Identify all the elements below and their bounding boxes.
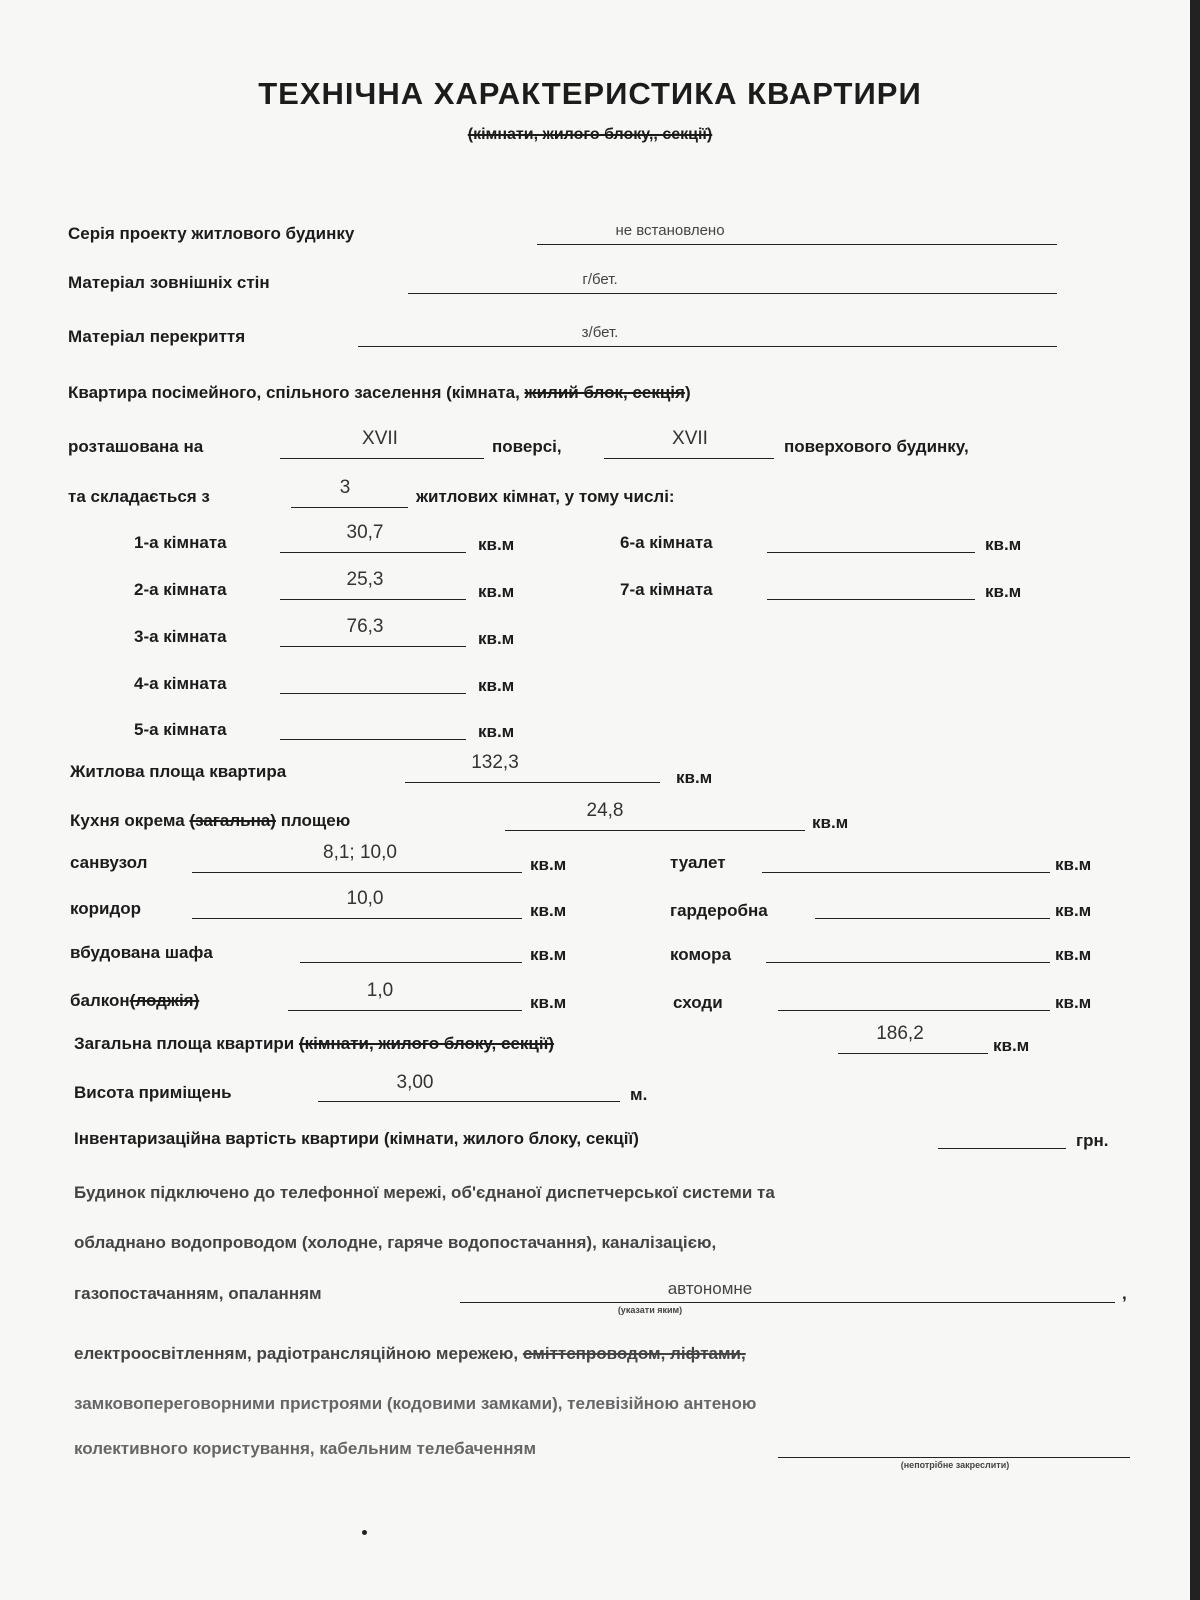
balcony-label-struck: (лоджія): [129, 991, 200, 1010]
total-area-line: [838, 1053, 988, 1054]
storage-label: комора: [670, 945, 732, 964]
living-area-unit: кв.м: [676, 768, 713, 787]
room-5-line: [280, 739, 466, 740]
utilities-line-3: газопостачанням, опаланням: [74, 1284, 322, 1303]
room-7-label: 7-а кімната: [620, 580, 713, 599]
apartment-type-struck: жилий блок, секція: [524, 383, 685, 402]
room-4-unit: кв.м: [478, 676, 515, 695]
utilities-line-4-struck: сміттєпроводом, ліфтами,: [522, 1344, 746, 1363]
room-1-value: 30,7: [346, 522, 384, 543]
utilities-line-5: замковопереговорними пристроями (кодовими замками), телевізійною антеною: [74, 1394, 757, 1413]
stairs-line: [778, 1010, 1050, 1011]
inventory-unit: грн.: [1076, 1131, 1109, 1150]
room-7-unit: кв.м: [985, 582, 1022, 601]
corridor-unit: кв.м: [530, 901, 567, 920]
corridor-line: [192, 918, 522, 919]
floor-value: XVII: [362, 428, 398, 449]
floor-line: [280, 458, 484, 459]
room-6-line: [767, 552, 975, 553]
series-line: [537, 244, 1057, 245]
kitchen-label-a: Кухня окрема: [70, 811, 190, 830]
cable-note: (непотрібне закреслити): [900, 1460, 1010, 1470]
total-area-label-struck: (кімнати, жилого блоку, секції): [298, 1034, 555, 1053]
utilities-line-4-text: електроосвітленням, радіотрансляційною мережею,: [74, 1344, 523, 1363]
stairs-label: сходи: [673, 993, 723, 1012]
closet-line: [300, 962, 522, 963]
bathroom-unit: кв.м: [530, 855, 567, 874]
height-value: 3,00: [396, 1072, 434, 1093]
storage-line: [766, 962, 1050, 963]
floors-total-line: [604, 458, 774, 459]
toilet-unit: кв.м: [1055, 855, 1092, 874]
bathroom-label: санвузол: [70, 853, 148, 872]
room-2-unit: кв.м: [478, 582, 515, 601]
apartment-type-close: ): [684, 383, 691, 402]
walls-line: [408, 293, 1057, 294]
toilet-line: [762, 872, 1050, 873]
walls-label: Матеріал зовнішніх стін: [68, 273, 270, 292]
kitchen-line: [505, 830, 805, 831]
room-7-line: [767, 599, 975, 600]
total-area-label-a: Загальна площа квартири: [74, 1034, 299, 1053]
balcony-value: 1,0: [366, 980, 394, 1001]
storage-unit: кв.м: [1055, 945, 1092, 964]
room-1-line: [280, 552, 466, 553]
utilities-line-1: Будинок підключено до телефонної мережі, об'єднаної диспетчерської системи та: [74, 1183, 775, 1202]
wardrobe-line: [815, 918, 1050, 919]
toilet-label: туалет: [670, 853, 726, 872]
corridor-value: 10,0: [346, 888, 384, 909]
total-area-unit: кв.м: [993, 1036, 1030, 1055]
utilities-line-4: [74, 1344, 746, 1364]
closet-label: вбудована шафа: [70, 943, 213, 962]
ceiling-value: з/бет.: [581, 324, 619, 341]
stairs-unit: кв.м: [1055, 993, 1092, 1012]
building-label: поверхового будинку,: [784, 437, 969, 456]
apartment-type-text: Квартира посімейного, спільного заселення (кімната,: [68, 383, 525, 402]
wardrobe-label: гардеробна: [670, 901, 768, 920]
room-3-line: [280, 646, 466, 647]
room-5-label: 5-а кімната: [134, 720, 227, 739]
room-4-label: 4-а кімната: [134, 674, 227, 693]
kitchen-label-c: площею: [275, 811, 351, 830]
kitchen-label: [70, 811, 350, 831]
corridor-label: коридор: [70, 899, 142, 918]
located-label: розташована на: [68, 437, 204, 456]
heating-value: автономне: [667, 1279, 753, 1298]
scan-edge: [1190, 0, 1200, 1600]
document-title: ТЕХНІЧНА ХАРАКТЕРИСТИКА КВАРТИРИ: [258, 76, 922, 111]
height-label: Висота приміщень: [74, 1083, 232, 1102]
closet-unit: кв.м: [530, 945, 567, 964]
rooms-count-value: 3: [339, 477, 351, 498]
room-1-label: 1-а кімната: [134, 533, 227, 552]
room-6-label: 6-а кімната: [620, 533, 713, 552]
bathroom-line: [192, 872, 522, 873]
living-area-label: Житлова площа квартира: [70, 762, 287, 781]
utilities-line-6: колективного користування, кабельним телебаченням: [74, 1439, 537, 1458]
living-area-line: [405, 782, 660, 783]
apartment-type-line: [68, 383, 691, 403]
rooms-count-line: [291, 507, 408, 508]
balcony-label-a: балкон: [70, 991, 130, 1010]
living-area-value: 132,3: [471, 752, 519, 773]
heating-line: [460, 1302, 1115, 1303]
height-unit: м.: [630, 1085, 648, 1104]
balcony-label: [70, 991, 199, 1011]
room-3-label: 3-а кімната: [134, 627, 227, 646]
wardrobe-unit: кв.м: [1055, 901, 1092, 920]
room-1-unit: кв.м: [478, 535, 515, 554]
floor-label: поверсі,: [492, 437, 562, 456]
total-area-label: [74, 1034, 554, 1054]
kitchen-label-struck: (загальна): [189, 811, 276, 830]
balcony-unit: кв.м: [530, 993, 567, 1012]
height-line: [318, 1101, 620, 1102]
room-6-unit: кв.м: [985, 535, 1022, 554]
consists-label: та складається з: [68, 487, 210, 506]
kitchen-value: 24,8: [586, 800, 624, 821]
utilities-line-3-end: ,: [1122, 1284, 1127, 1303]
series-label: Серія проекту житлового будинку: [68, 224, 355, 243]
stray-dot: [362, 1530, 367, 1535]
bathroom-value: 8,1; 10,0: [323, 842, 397, 863]
walls-value: г/бет.: [582, 271, 618, 288]
inventory-line: [938, 1148, 1066, 1149]
inventory-label: Інвентаризаційна вартість квартири (кімнати, жилого блоку, секції): [74, 1129, 639, 1148]
ceiling-line: [358, 346, 1057, 347]
room-3-value: 76,3: [346, 616, 384, 637]
floors-total-value: XVII: [672, 428, 708, 449]
room-4-line: [280, 693, 466, 694]
document-subtitle: (кімнати, жилого блоку,, секції): [467, 126, 713, 143]
series-value: не встановлено: [615, 222, 725, 239]
ceiling-label: Матеріал перекриття: [68, 327, 246, 346]
room-5-unit: кв.м: [478, 722, 515, 741]
total-area-value: 186,2: [876, 1023, 924, 1044]
room-2-line: [280, 599, 466, 600]
room-2-value: 25,3: [346, 569, 384, 590]
heating-note: (указати яким): [617, 1305, 683, 1315]
room-2-label: 2-а кімната: [134, 580, 227, 599]
cable-line: [778, 1457, 1130, 1458]
balcony-line: [288, 1010, 522, 1011]
kitchen-unit: кв.м: [812, 813, 849, 832]
rooms-suffix: житлових кімнат, у тому числі:: [416, 487, 675, 506]
utilities-line-2: обладнано водопроводом (холодне, гаряче водопостачання), каналізацією,: [74, 1233, 717, 1252]
room-3-unit: кв.м: [478, 629, 515, 648]
